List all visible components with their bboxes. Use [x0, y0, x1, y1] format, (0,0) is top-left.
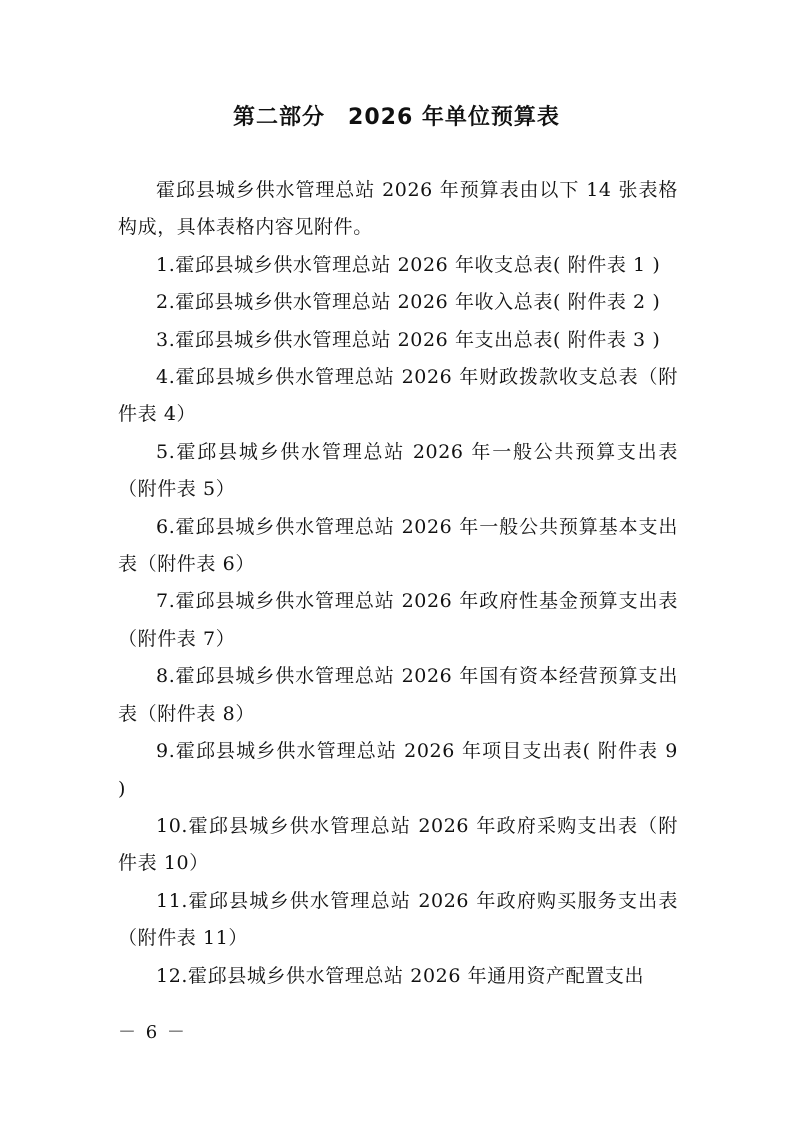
list-item: 7.霍邱县城乡供水管理总站 2026 年政府性基金预算支出表（附件表 7）: [118, 590, 678, 650]
list-item: 6.霍邱县城乡供水管理总站 2026 年一般公共预算基本支出表（附件表 6）: [118, 515, 678, 576]
list-item: 2.霍邱县城乡供水管理总站 2026 年收入总表( 附件表 2 ): [156, 291, 661, 314]
list-item: 5.霍邱县城乡供水管理总站 2026 年一般公共预算支出表（附件表 5）: [118, 440, 678, 501]
list-item: 10.霍邱县城乡供水管理总站 2026 年政府采购支出表（附件表 10）: [118, 814, 678, 875]
list-item: 12.霍邱县城乡供水管理总站 2026 年通用资产配置支出: [156, 964, 645, 987]
list-item: 9.霍邱县城乡供水管理总站 2026 年项目支出表( 附件表 9 ): [118, 740, 678, 800]
page-title: 第二部分 2026 年单位预算表: [233, 105, 560, 130]
list-item: 3.霍邱县城乡供水管理总站 2026 年支出总表( 附件表 3 ): [156, 328, 661, 351]
list-item: 8.霍邱县城乡供水管理总站 2026 年国有资本经营预算支出表（附件表 8）: [118, 665, 678, 725]
document-body: [118, 172, 678, 995]
page-number: － 6 －: [118, 1022, 187, 1043]
intro-paragraph: 霍邱县城乡供水管理总站 2026 年预算表由以下 14 张表格构成，具体表格内容见附件。: [118, 179, 678, 239]
list-item: 4.霍邱县城乡供水管理总站 2026 年财政拨款收支总表（附件表 4）: [118, 366, 678, 426]
list-item: 1.霍邱县城乡供水管理总站 2026 年收支总表( 附件表 1 ): [156, 253, 661, 276]
list-item: 11.霍邱县城乡供水管理总站 2026 年政府购买服务支出表（附件表 11）: [118, 889, 678, 950]
